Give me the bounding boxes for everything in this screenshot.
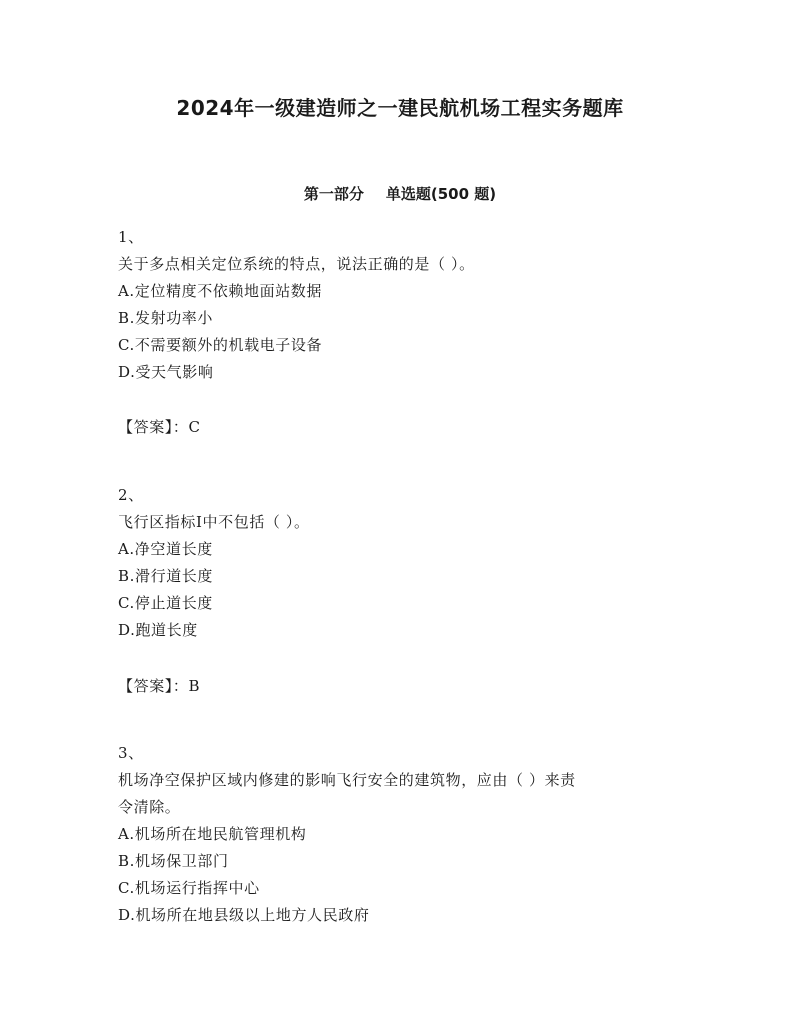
option-d: D.受天气影响	[118, 363, 214, 381]
option-c: C.停止道长度	[118, 594, 213, 612]
question-stem: 飞行区指标Ⅰ中不包括（ ）。	[118, 513, 310, 531]
section-part: 第一部分	[303, 185, 364, 203]
question-stem: 关于多点相关定位系统的特点，说法正确的是（ ）。	[118, 255, 475, 273]
document-title: 2024年一级建造师之一建民航机场工程实务题库	[176, 96, 624, 120]
option-b: B.机场保卫部门	[118, 852, 229, 870]
answer-line	[118, 676, 200, 696]
option-c: C.不需要额外的机载电子设备	[118, 336, 323, 354]
section-name: 单选题(500 题)	[385, 185, 497, 203]
question-number: 2、	[118, 486, 144, 504]
option-d: D.跑道长度	[118, 621, 198, 639]
question-stem-continued: 令清除。	[118, 798, 181, 816]
answer-value: B	[188, 677, 201, 695]
question-number: 3、	[118, 744, 144, 762]
question-stem: 机场净空保护区域内修建的影响飞行安全的建筑物，应由（ ）来责	[118, 771, 576, 789]
option-a: A.机场所在地民航管理机构	[118, 825, 307, 843]
option-d: D.机场所在地县级以上地方人民政府	[118, 906, 370, 924]
answer-value: C	[188, 418, 201, 436]
option-a: A.定位精度不依赖地面站数据	[118, 282, 323, 300]
answer-label: 【答案】：	[118, 418, 189, 436]
question-number: 1、	[118, 228, 144, 246]
section-heading	[0, 183, 800, 204]
option-c: C.机场运行指挥中心	[118, 879, 260, 897]
answer-label: 【答案】：	[118, 677, 189, 695]
option-b: B.滑行道长度	[118, 567, 213, 585]
answer-line	[118, 417, 201, 437]
option-b: B.发射功率小	[118, 309, 213, 327]
option-a: A.净空道长度	[118, 540, 213, 558]
